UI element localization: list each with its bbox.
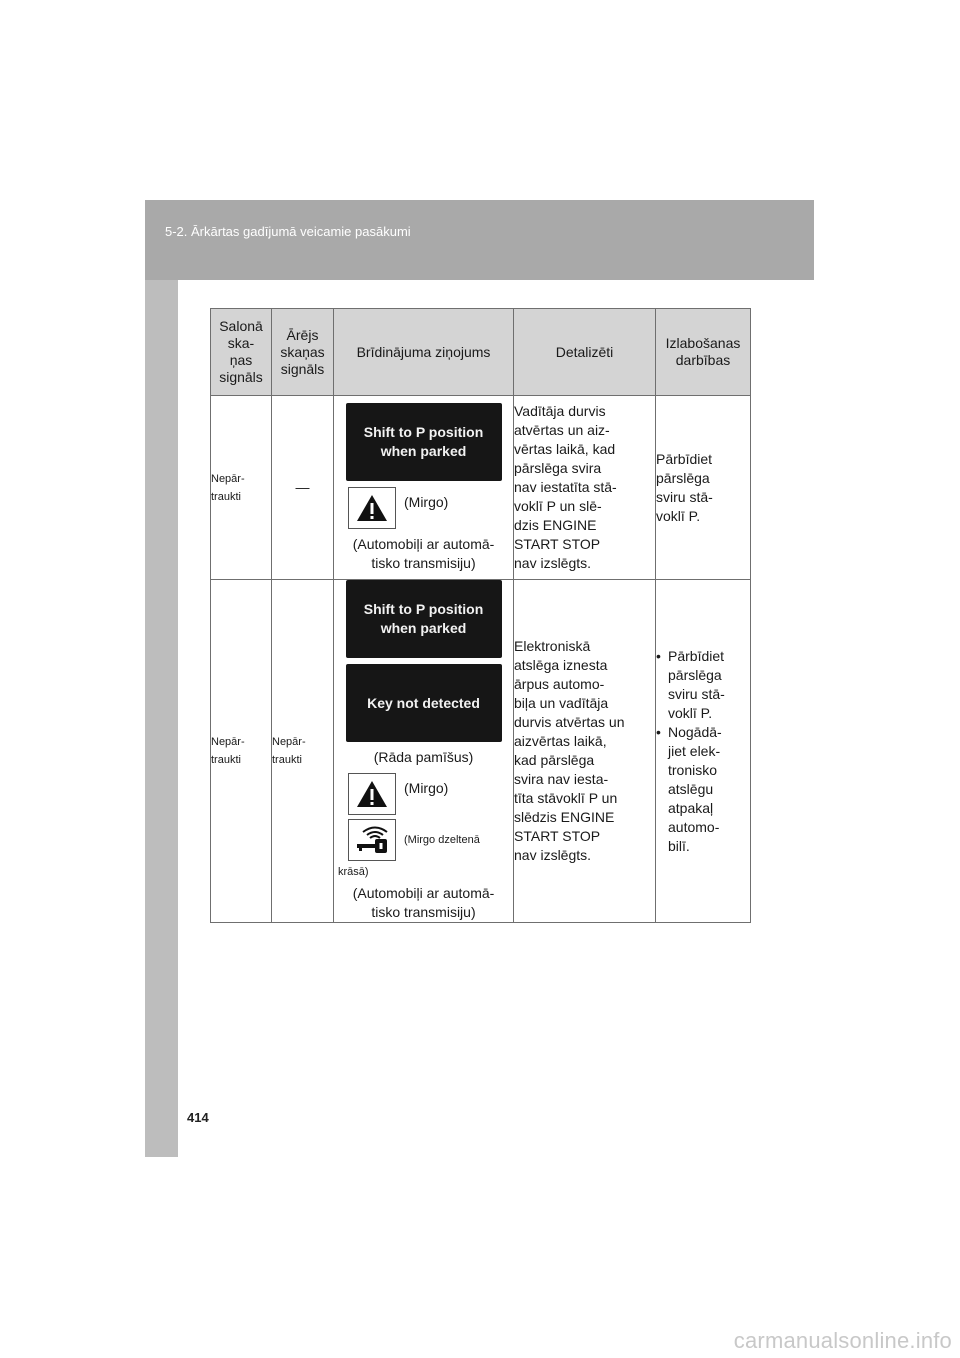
alternate-display-note: (Rāda pamīšus) [373, 749, 474, 765]
cabin-signal-cell: Nepār- traukti [211, 580, 272, 923]
side-strip [145, 280, 178, 1157]
watermark: carmanualsonline.info [733, 1328, 952, 1353]
table-row [211, 580, 751, 923]
table-header-row [211, 309, 751, 396]
display-message-shift-to-p: Shift to P position when parked [346, 403, 502, 481]
list-item [656, 647, 750, 723]
warning-icon-label: (Mirgo) [404, 493, 449, 510]
warning-triangle-icon [348, 487, 396, 529]
details-cell: Vadītāja durvis atvērtas un aiz- vērtas laikā, kad pārslēga svira nav iestatīta stā- voklī P un slē- dzis ENGINE START STOP nav izslēgts. [514, 396, 656, 580]
warning-indicator-row [348, 773, 513, 815]
col-header-corrective-action: Izlabošanas darbības [656, 309, 751, 396]
section-header-bar [145, 200, 814, 280]
warning-icon-label: (Mirgo) [404, 780, 449, 796]
external-signal-cell: — [272, 396, 334, 580]
details-cell: Elektroniskā atslēga iznesta ārpus automo- biļa un vadītāja durvis atvērtas un aizvērtas laikā, kad pārslēga svira nav iesta- tīta stāvoklī P un slēdzis ENGINE START STOP nav izslēgts. [514, 580, 656, 923]
key-icon-label-tail: krāsā) [338, 866, 369, 878]
col-header-warning-message: Brīdinājuma ziņojums [334, 309, 514, 396]
bullet: • [656, 647, 661, 664]
vehicle-condition-note: (Automobiļi ar automā- tisko transmisiju) [352, 885, 495, 920]
corrective-action-cell [656, 396, 751, 580]
smart-key-icon [348, 819, 396, 861]
col-header-cabin-signal: Salonā ska- ņas signāls [211, 309, 272, 396]
warning-message-cell [334, 580, 514, 923]
external-signal-cell: Nepār- traukti [272, 580, 334, 923]
display-message-key-not-detected: Key not detected [346, 664, 502, 742]
key-icon-label: (Mirgo dzeltenā [404, 834, 480, 846]
table-row [211, 396, 751, 580]
col-header-details: Detalizēti [514, 309, 656, 396]
corrective-action-cell [656, 580, 751, 923]
vehicle-condition-note: (Automobiļi ar automā- tisko transmisiju) [352, 535, 495, 571]
page-number: 414 [187, 1110, 209, 1125]
warning-triangle-icon [348, 773, 396, 815]
display-message-shift-to-p: Shift to P position when parked [346, 580, 502, 658]
list-item [656, 723, 750, 856]
warning-indicator-row [348, 487, 513, 529]
corrective-action-list [656, 647, 750, 856]
col-header-external-signal: Ārējs skaņas signāls [272, 309, 334, 396]
warning-message-cell [334, 396, 514, 580]
warning-table [210, 308, 751, 923]
section-title: 5-2. Ārkārtas gadījumā veicamie pasākumi [165, 224, 411, 239]
cabin-signal-cell: Nepār- traukti [211, 396, 272, 580]
corrective-action-text: Pārbīdiet pārslēga sviru stā- voklī P. [668, 647, 725, 721]
key-indicator-row [348, 819, 513, 861]
bullet: • [656, 723, 661, 740]
corrective-action-text: Nogādā- jiet elek- tronisko atslēgu atpakaļ automo- bilī. [668, 723, 722, 854]
corrective-action-text: Pārbīdiet pārslēga sviru stā- voklī P. [656, 450, 713, 524]
